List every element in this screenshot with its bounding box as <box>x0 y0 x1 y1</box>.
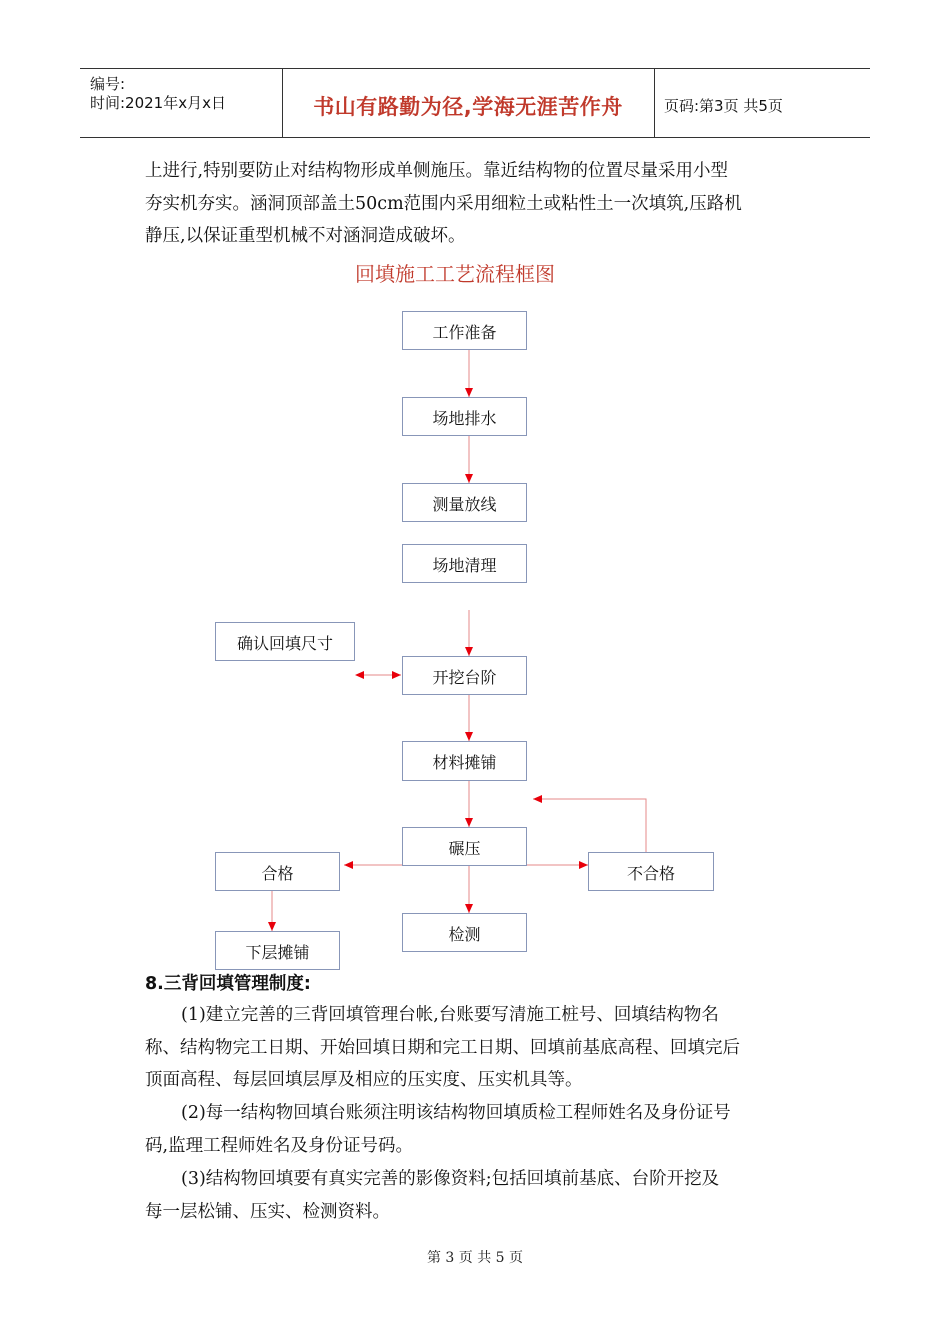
flow-step-label: 场地清理 <box>432 556 497 575</box>
document-number-label: 编号: <box>90 75 126 93</box>
section-paragraph-2 <box>145 1097 810 1162</box>
paragraph-line: 顶面高程、每层回填层厚及相应的压实度、压实机具等。 <box>145 1070 583 1090</box>
paragraph-line: 称、结构物完工日期、开始回填日期和完工日期、回填前基底高程、回填完后 <box>145 1037 740 1058</box>
header-page-label: 页码:第3页 共5页 <box>664 97 783 115</box>
flow-step-inspection <box>402 913 527 952</box>
flow-step-compaction <box>402 827 527 866</box>
flow-step-label: 工作准备 <box>432 323 497 342</box>
section-heading: 8.三背回填管理制度: <box>145 974 311 994</box>
flow-step-label: 碾压 <box>448 839 481 858</box>
flow-step-label: 合格 <box>261 864 294 883</box>
flow-step-confirm-dimensions <box>215 622 355 661</box>
flow-step-label: 下层摊铺 <box>245 943 310 962</box>
flow-step-label: 材料摊铺 <box>432 753 497 772</box>
flow-step-site-cleaning <box>402 544 527 583</box>
flow-step-survey-layout <box>402 483 527 522</box>
page-footer: 第 3 页 共 5 页 <box>426 1250 524 1266</box>
header-motto: 书山有路勤为径,学海无涯苦作舟 <box>313 95 623 119</box>
paragraph-line: 码,监理工程师姓名及身份证号码。 <box>145 1135 414 1156</box>
flowchart-title: 回填施工工艺流程框图 <box>355 262 555 286</box>
flow-step-label: 开挖台阶 <box>432 668 497 687</box>
intro-line: 夯实机夯实。涵洞顶部盖土50cm范围内采用细粒土或粘性土一次填筑,压路机 <box>145 193 742 214</box>
paragraph-line: (1)建立完善的三背回填管理台帐,台账要写清施工桩号、回填结构物名 <box>181 1005 719 1025</box>
paragraph-line: (2)每一结构物回填台账须注明该结构物回填质检工程师姓名及身份证号 <box>181 1103 731 1123</box>
flow-step-pass <box>215 852 340 891</box>
flow-step-next-layer <box>215 931 340 970</box>
flow-step-work-preparation <box>402 311 527 350</box>
intro-line: 上进行,特别要防止对结构物形成单侧施压。靠近结构物的位置尽量采用小型 <box>145 161 729 181</box>
flow-step-site-drainage <box>402 397 527 436</box>
section-paragraph-1 <box>145 999 810 1097</box>
flow-step-label: 测量放线 <box>432 495 497 514</box>
flow-step-label: 场地排水 <box>432 409 497 428</box>
flow-step-label: 检测 <box>448 925 481 944</box>
flow-step-material-spreading <box>402 741 527 781</box>
flow-step-label: 确认回填尺寸 <box>236 634 333 653</box>
section-paragraph-3 <box>145 1163 810 1228</box>
document-time-label: 时间:2021年x月x日 <box>90 94 226 112</box>
flow-step-label: 不合格 <box>626 864 675 883</box>
paragraph-line: 每一层松铺、压实、检测资料。 <box>145 1201 390 1222</box>
paragraph-line: (3)结构物回填要有真实完善的影像资料;包括回填前基底、台阶开挖及 <box>181 1169 720 1189</box>
flow-step-fail <box>588 852 714 891</box>
flow-step-excavate-steps <box>402 656 527 695</box>
arrow-fail-back-to-spread <box>533 799 646 852</box>
intro-line: 静压,以保证重型机械不对涵洞造成破坏。 <box>145 226 466 246</box>
